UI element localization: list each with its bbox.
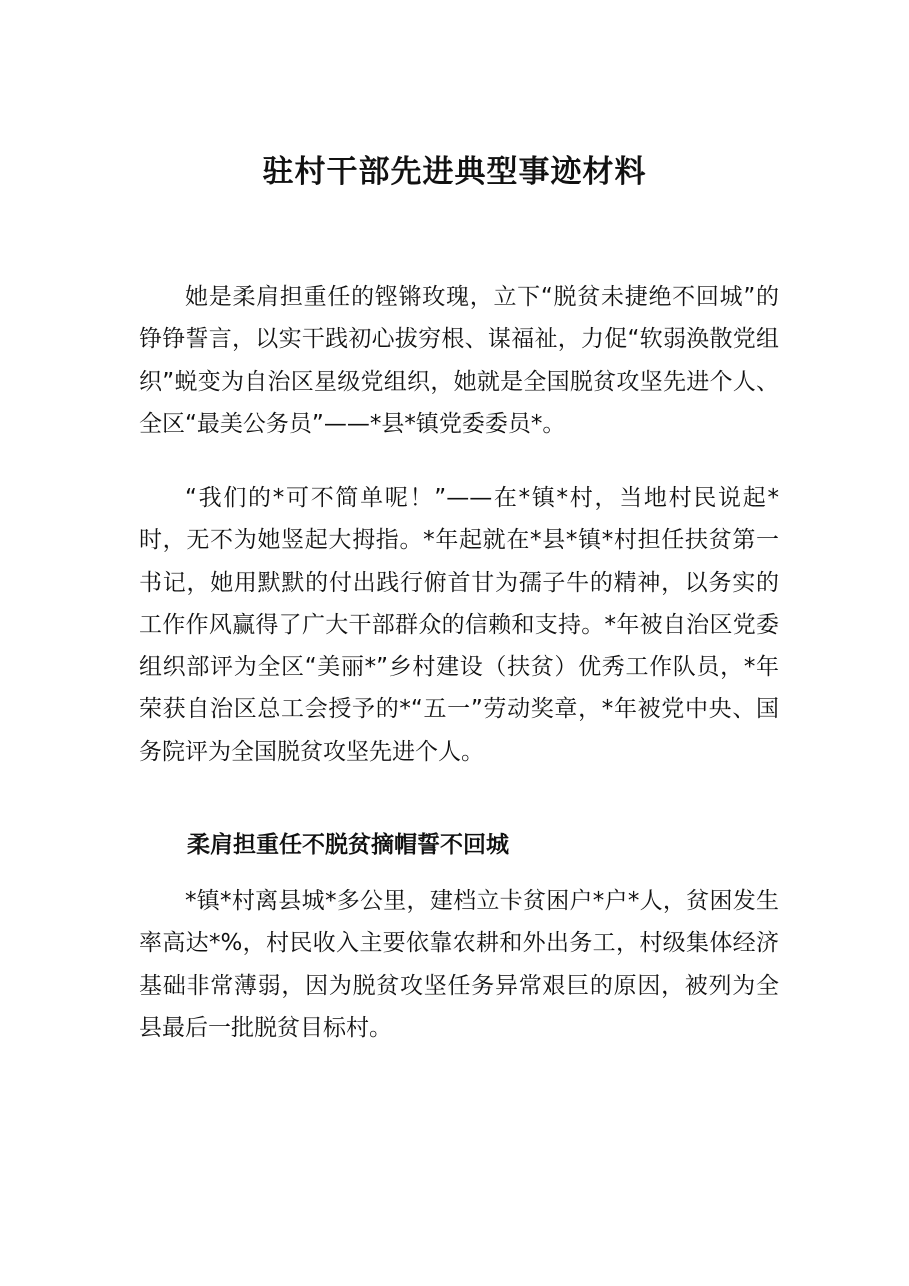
section-heading: 柔肩担重任不脱贫摘帽誓不回城	[187, 832, 509, 858]
document-title: 驻村干部先进典型事迹材料	[262, 154, 647, 190]
section-paragraph: *镇*村离县城*多公里，建档立卡贫困户*户*人，贫困发生率高达*%，村民收入主要依靠农耕和外出务工，村级集体经济基础非常薄弱，因为脱贫攻坚任务异常艰巨的原因，被列为全县最后一批脱贫目标村。	[139, 888, 779, 1041]
honors-paragraph: “我们的*可不简单呢！”——在*镇*村，当地村民说起*时，无不为她竖起大拇指。*年起就在*县*镇*村担任扶贫第一书记，她用默默的付出践行俯首甘为孺子牛的精神，以务实的工作作风赢得了广大干部群众的信赖和支持。*年被自治区党委组织部评为全区“美丽*”乡村建设（扶贫）优秀工作队员，*年荣获自治区总工会授予的*“五一”劳动奖章，*年被党中央、国务院评为全国脱贫攻坚先进个人。	[139, 485, 779, 765]
intro-paragraph: 她是柔肩担重任的铿锵玫瑰，立下“脱贫未捷绝不回城”的铮铮誓言，以实干践初心拔穷根、谋福祉，力促“软弱涣散党组织”蜕变为自治区星级党组织，她就是全国脱贫攻坚先进个人、全区“最美公务员”——*县*镇党委委员*。	[139, 284, 779, 437]
